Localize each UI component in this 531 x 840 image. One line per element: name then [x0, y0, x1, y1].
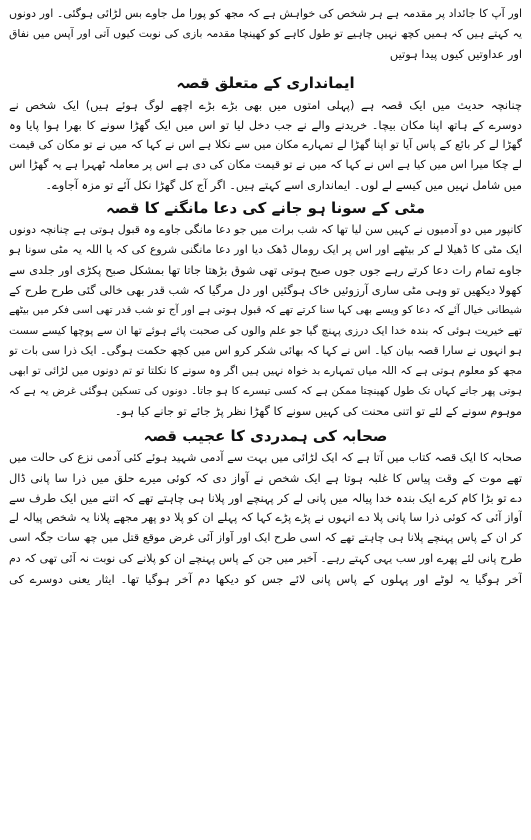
- text-line: مجھ کو معلوم ہوتی ہے کہ اللہ میاں تمہارے بد خواہ نہیں ہیں اگر وہ سونے کا نکلتا تو تم دونوں میں لڑائی تو ابھی: [9, 365, 522, 378]
- text-line: شیطانی خیال آئے کہ دعا کو ویسے بھی کہا سنا کرتے تھے کہ قبول ہوتی ہے اور آج تو شب قدر تھی اسی فکر میں بیٹھے: [9, 304, 522, 317]
- text-line: ہوتی پھر جانے کہاں تک طول کھینچتا ممکن ہے کہ کسی تیسرے کا ہو جاتا۔ دونوں کی تسکین ہوگئی غرض یہ ہے کہ: [9, 385, 522, 398]
- text-line: آخر ہوگیا یہ لوٹے اور پہلوں کے پاس پانی لائے جس کو دیکھا دم آخر ہوگیا تھا۔ ایثار یعنی دوسرے کی: [9, 571, 522, 586]
- section-heading-clay-gold: مٹی کے سونا ہو جانے کی دعا مانگنے کا قصہ: [106, 198, 425, 217]
- text-line: موہوم سونے کے لئے تو اتنی محنت کی کہیں سونے کا گھڑا نظر پڑ جائے تو جانے کیا ہو۔: [114, 404, 522, 419]
- text-line: ایک مٹی کا ڈھیلا لے کر بیٹھے اور اس پر ایک رومال ڈھک دیا اور دعا مانگنی شروع کی کہ یا اللہ یہ مٹی سونا ہو: [9, 242, 522, 256]
- text-line: چنانچہ حدیث میں ایک قصہ ہے (پہلی امتوں میں بھی بڑے بڑے اچھے لوگ ہوئے ہیں) ایک شخص نے: [9, 97, 522, 112]
- text-line: ہو انہوں نے سارا قصہ بیان کیا۔ اس نے کہا کہ بھائی شکر کرو اس میں کچھ حکمت ہوگی۔ ایک ذرا سی بات تو: [9, 343, 522, 357]
- section-heading-companions-sympathy: صحابہ کی ہمدردی کا عجیب قصہ: [143, 426, 388, 445]
- text-line: یہ کہتے ہیں کہ ہمیں کچھ نہیں چاہیے تو طول کاہے کو کھینچا مقدمہ بازی کی نوبت کیوں آتی اور آپس میں نفاق: [9, 27, 522, 41]
- text-line: میں شامل نہیں میں کیسے لے لوں۔ ایمانداری اسے کہتے ہیں۔ اگر آج کل گھڑا نکل آئے تو مزہ آجاوے۔: [45, 178, 522, 193]
- companions-sympathy-paragraph: [9, 448, 522, 589]
- text-line: تھے موت کے وقت پیاس کا غلبہ ہوتا ہے ایک شخص نے آواز دی کہ کوئی میرے حلق میں ذرا سا پانی ڈال: [9, 470, 522, 485]
- section-heading-honesty: ایمانداری کے متعلق قصہ: [176, 73, 355, 92]
- clay-gold-paragraph: [9, 220, 522, 422]
- text-line: کر ان کے پاس پہنچے پلانا ہی چاہتے تھے کہ اسی طرح ایک اور آواز آئی غرض موقع قتل میں چھ سات جگہ اسی: [9, 531, 522, 545]
- text-line: دے تو بڑا کام کرے ایک بندہ خدا پیالہ میں پانی لے کر پہنچے اور پلانا ہی چاہتے تھے کہ اتنے میں ایک طرف سے: [9, 491, 522, 506]
- intro-paragraph: [9, 4, 522, 65]
- text-line: تھے خیریت ہوئی کہ بندہ خدا ایک درزی پہنچ گیا جو علم والوں کی صحبت پائے ہوئے تھا ان سے پوچھا کیسے سست: [9, 323, 522, 337]
- text-line: گھڑا لے کر بائع کے پاس آیا تو اپنا گھڑا لے تمہارے مکان میں سے نکلا ہے اس نے کہا کہ میں نے تو مکان کی قیمت: [9, 138, 522, 152]
- text-line: صحابہ کا ایک قصہ کتاب میں آتا ہے کہ ایک لڑائی میں بہت سے آدمی شہید ہوئے کئی آدمی نزع کی حالت میں: [9, 450, 522, 464]
- text-line: کانپور میں دو آدمیوں نے کہیں سن لیا تھا کہ شب برات میں جو دعا مانگی جاوے وہ قبول ہوتی ہے چنانچہ دونوں: [9, 222, 522, 236]
- text-line: کھولا دیکھیں تو وہی مٹی ساری آرزوئیں خاک ہوگئیں اور دل مرگیا کہ شب قدر بھی خالی گئی طرح طرح کے: [9, 283, 522, 298]
- text-line: لے چکا میرا اس میں کیا ہے اس نے کہا کہ میں نے تو قیمت مکان کی دی ہے اس پر معاملہ ٹھہرا ہے یہ گھڑا اس: [9, 158, 522, 172]
- text-line: آواز آئی کہ کوئی ذرا سا پانی پلا دے انہوں نے پڑے پڑے کہا کہ پہلے ان کو پلا دو پھر مجھے پلانا یہ شخص پیالہ لے: [9, 511, 522, 525]
- honesty-paragraph: [9, 95, 522, 196]
- text-line: اور عداوتیں کیوں پیدا ہوتیں: [389, 47, 522, 62]
- text-line: جاوے تمام رات دعا کرتے رہے جوں جوں صبح ہوتی تھی شوق بڑھتا جاتا تھا بمشکل صبح پکڑی اور جلدی سے: [9, 263, 522, 278]
- text-line: دوسرے کے ہاتھ اپنا مکان بیچا۔ خریدنے والے نے جب دخل لیا تو اس میں ایک گھڑا سونے کا بھرا ہوا پایا وہ: [9, 117, 522, 132]
- text-line: طرح پانی لئے پھرے اور سب یہی کہتے رہے۔ آخیر میں جن کے پاس پہنچے ان کو پلانے کی نوبت نہ آئی تھی کہ دم: [9, 551, 522, 565]
- text-line: اور آپ کا جائداد پر مقدمہ ہے ہر شخص کی خواہش ہے کہ مجھ کو پورا مل جاوے بس لڑائی ہوگئی۔ اور دونوں: [9, 7, 522, 20]
